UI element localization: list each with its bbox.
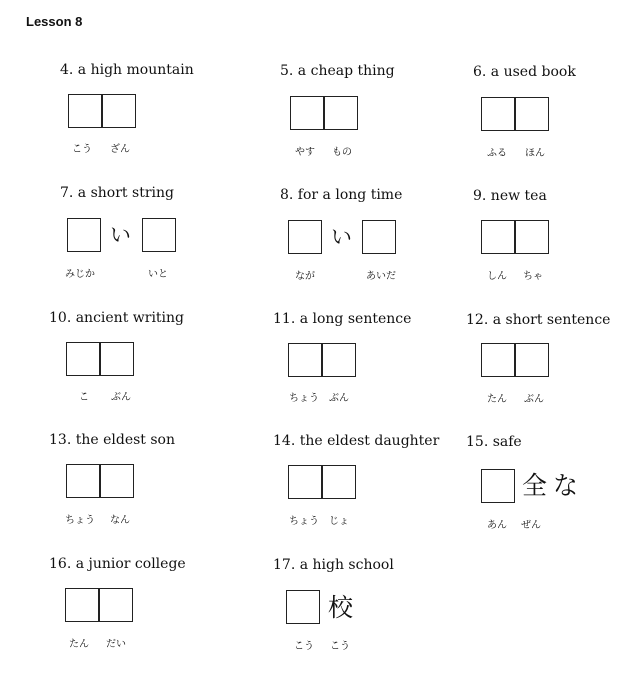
kanji-answer-box[interactable] xyxy=(290,96,324,130)
kanji-answer-box[interactable] xyxy=(142,218,176,252)
kanji-answer-box[interactable] xyxy=(515,220,549,254)
kanji-answer-box[interactable] xyxy=(288,343,322,377)
furigana-reading: こ xyxy=(79,392,89,403)
furigana-reading: ざん xyxy=(110,144,130,155)
kanji-answer-box[interactable] xyxy=(322,465,356,499)
furigana-reading: ちょう xyxy=(289,393,319,404)
furigana-reading: なが xyxy=(295,271,315,282)
exercise-item-14 xyxy=(273,433,453,533)
item-prompt: 11. a long sentence xyxy=(273,311,412,327)
furigana-reading: なん xyxy=(110,515,130,526)
kanji-answer-box[interactable] xyxy=(481,97,515,131)
kanji-answer-box[interactable] xyxy=(99,588,133,622)
kanji-answer-box[interactable] xyxy=(515,97,549,131)
kanji-answer-box[interactable] xyxy=(481,343,515,377)
exercise-item-13 xyxy=(49,432,219,532)
item-prompt: 5. a cheap thing xyxy=(280,63,395,79)
furigana-reading: じょ xyxy=(329,516,349,527)
furigana-reading: こう xyxy=(330,641,350,652)
okurigana-glyph: い xyxy=(331,225,352,249)
item-prompt: 16. a junior college xyxy=(49,556,186,572)
furigana-reading: ぶん xyxy=(111,392,131,403)
item-prompt: 4. a high mountain xyxy=(60,62,194,78)
furigana-reading: ちゃ xyxy=(523,271,543,282)
furigana-reading: いと xyxy=(148,269,168,280)
kanji-answer-box[interactable] xyxy=(481,469,515,503)
exercise-item-11 xyxy=(273,311,443,411)
item-prompt: 8. for a long time xyxy=(280,187,403,203)
furigana-reading: ふる xyxy=(487,148,507,159)
furigana-reading: ぶん xyxy=(524,394,544,405)
exercise-item-12 xyxy=(466,312,636,412)
kanji-answer-box[interactable] xyxy=(324,96,358,130)
item-prompt: 12. a short sentence xyxy=(466,312,611,328)
item-prompt: 7. a short string xyxy=(60,185,174,201)
exercise-item-15 xyxy=(466,434,631,534)
exercise-item-8 xyxy=(280,187,450,287)
exercise-item-4 xyxy=(60,62,220,162)
furigana-reading: ちょう xyxy=(65,515,95,526)
okurigana-glyph: い xyxy=(110,223,131,247)
kanji-glyph: 全 xyxy=(522,471,548,500)
kanji-answer-box[interactable] xyxy=(322,343,356,377)
furigana-reading: あいだ xyxy=(366,271,396,282)
furigana-reading: たん xyxy=(487,394,507,405)
item-prompt: 14. the eldest daughter xyxy=(273,433,440,449)
furigana-reading: みじか xyxy=(65,269,95,280)
furigana-reading: ちょう xyxy=(289,516,319,527)
exercise-item-7 xyxy=(60,185,230,285)
furigana-reading: ぶん xyxy=(329,393,349,404)
exercise-item-9 xyxy=(473,188,633,288)
item-prompt: 10. ancient writing xyxy=(49,310,185,326)
exercise-item-16 xyxy=(49,556,219,656)
okurigana-glyph: な xyxy=(553,471,579,500)
furigana-reading: やす xyxy=(295,147,315,158)
kanji-answer-box[interactable] xyxy=(67,218,101,252)
furigana-reading: あん xyxy=(487,520,507,531)
exercise-item-10 xyxy=(49,310,219,410)
furigana-reading: こう xyxy=(72,144,92,155)
kanji-answer-box[interactable] xyxy=(288,465,322,499)
furigana-reading: ぜん xyxy=(521,520,541,531)
kanji-answer-box[interactable] xyxy=(100,342,134,376)
furigana-reading: たん xyxy=(69,639,89,650)
lesson-title: Lesson 8 xyxy=(26,14,83,29)
kanji-answer-box[interactable] xyxy=(66,464,100,498)
exercise-item-5 xyxy=(280,63,440,163)
kanji-answer-box[interactable] xyxy=(66,342,100,376)
furigana-reading: ほん xyxy=(525,148,545,159)
exercise-item-17 xyxy=(273,557,443,657)
item-prompt: 15. safe xyxy=(466,434,522,450)
furigana-reading: しん xyxy=(487,271,507,282)
item-prompt: 13. the eldest son xyxy=(49,432,175,448)
exercise-item-6 xyxy=(473,64,633,164)
kanji-glyph: 校 xyxy=(328,593,354,622)
kanji-answer-box[interactable] xyxy=(362,220,396,254)
kanji-answer-box[interactable] xyxy=(100,464,134,498)
item-prompt: 9. new tea xyxy=(473,188,547,204)
kanji-answer-box[interactable] xyxy=(286,590,320,624)
kanji-answer-box[interactable] xyxy=(65,588,99,622)
kanji-answer-box[interactable] xyxy=(288,220,322,254)
furigana-reading: もの xyxy=(332,147,352,158)
kanji-answer-box[interactable] xyxy=(68,94,102,128)
kanji-answer-box[interactable] xyxy=(515,343,549,377)
furigana-reading: こう xyxy=(294,641,314,652)
furigana-reading: だい xyxy=(106,639,126,650)
kanji-answer-box[interactable] xyxy=(481,220,515,254)
item-prompt: 6. a used book xyxy=(473,64,576,80)
kanji-answer-box[interactable] xyxy=(102,94,136,128)
item-prompt: 17. a high school xyxy=(273,557,394,573)
